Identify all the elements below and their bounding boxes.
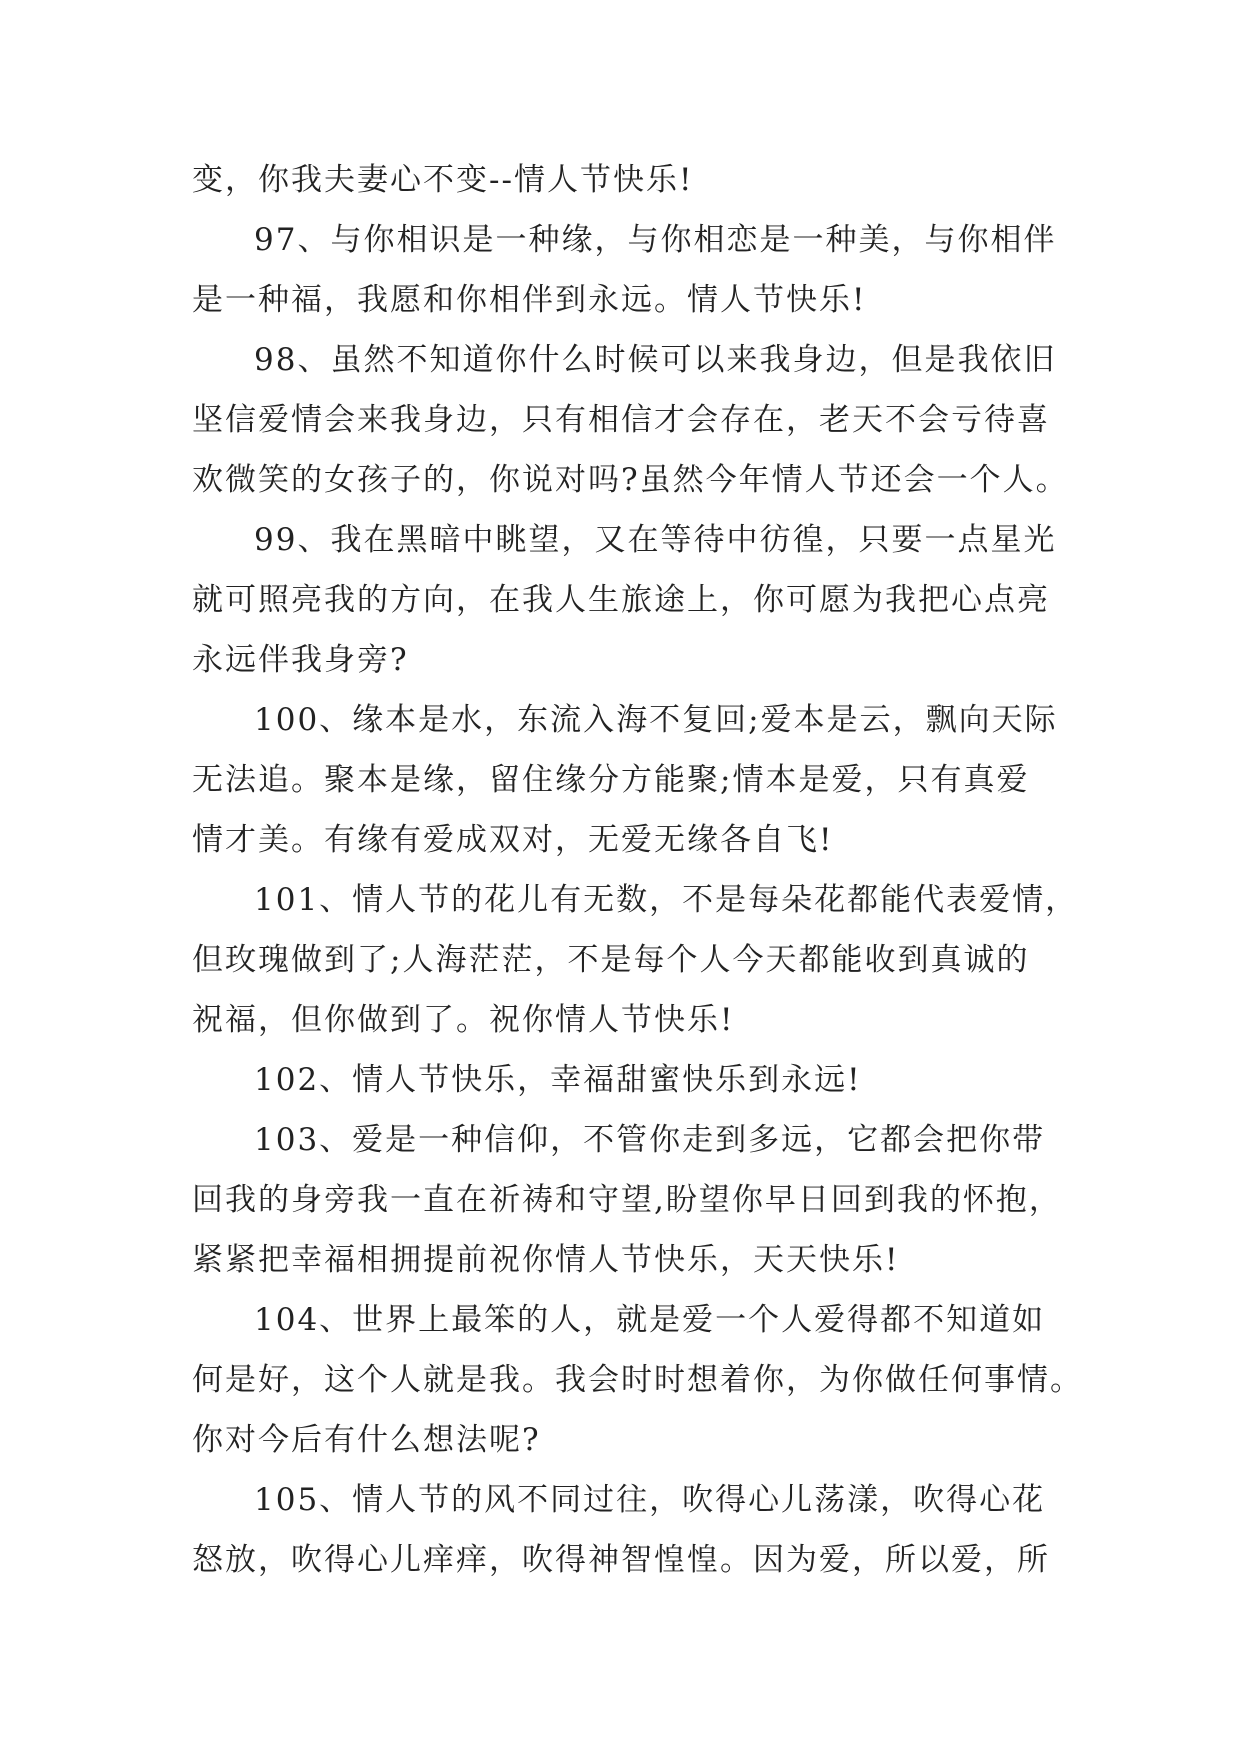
text-line: 怒放，吹得心儿痒痒，吹得神智惶惶。因为爱，所以爱，所 (192, 1542, 1050, 1578)
text-line: 98、虽然不知道你什么时候可以来我身边，但是我依旧 (254, 342, 1057, 378)
text-line: 104、世界上最笨的人，就是爱一个人爱得都不知道如 (254, 1302, 1046, 1338)
text-line: 103、爱是一种信仰，不管你走到多远，它都会把你带 (254, 1122, 1046, 1158)
text-line: 祝福，但你做到了。祝你情人节快乐! (192, 1002, 735, 1038)
text-line: 回我的身旁我一直在祈祷和守望,盼望你早日回到我的怀抱， (192, 1182, 1062, 1218)
text-line: 是一种福，我愿和你相伴到永远。情人节快乐! (192, 282, 867, 318)
text-line: 永远伴我身旁? (192, 642, 409, 678)
text-line: 97、与你相识是一种缘，与你相恋是一种美，与你相伴 (254, 222, 1057, 258)
text-line: 无法追。聚本是缘，留住缘分方能聚;情本是爱，只有真爱 (192, 762, 1030, 798)
body-text (192, 150, 1083, 1590)
text-line: 变，你我夫妻心不变--情人节快乐! (192, 162, 694, 198)
text-line: 101、情人节的花儿有无数，不是每朵花都能代表爱情， (254, 882, 1079, 918)
text-line: 102、情人节快乐，幸福甜蜜快乐到永远! (254, 1062, 862, 1098)
text-line: 但玫瑰做到了;人海茫茫，不是每个人今天都能收到真诚的 (192, 942, 1030, 978)
text-line: 紧紧把幸福相拥提前祝你情人节快乐，天天快乐! (192, 1242, 900, 1278)
text-line: 105、情人节的风不同过往，吹得心儿荡漾，吹得心花 (254, 1482, 1046, 1518)
text-line: 何是好，这个人就是我。我会时时想着你，为你做任何事情。 (192, 1362, 1083, 1398)
text-line: 你对今后有什么想法呢? (192, 1422, 541, 1458)
text-line: 就可照亮我的方向，在我人生旅途上，你可愿为我把心点亮 (192, 582, 1050, 618)
text-line: 坚信爱情会来我身边，只有相信才会存在，老天不会亏待喜 (192, 402, 1050, 438)
text-line: 100、缘本是水，东流入海不复回;爱本是云，飘向天际 (254, 702, 1058, 738)
text-line: 99、我在黑暗中眺望，又在等待中彷徨，只要一点星光 (254, 522, 1057, 558)
text-line: 情才美。有缘有爱成双对，无爱无缘各自飞! (192, 822, 834, 858)
text-line: 欢微笑的女孩子的，你说对吗?虽然今年情人节还会一个人。 (192, 462, 1069, 498)
